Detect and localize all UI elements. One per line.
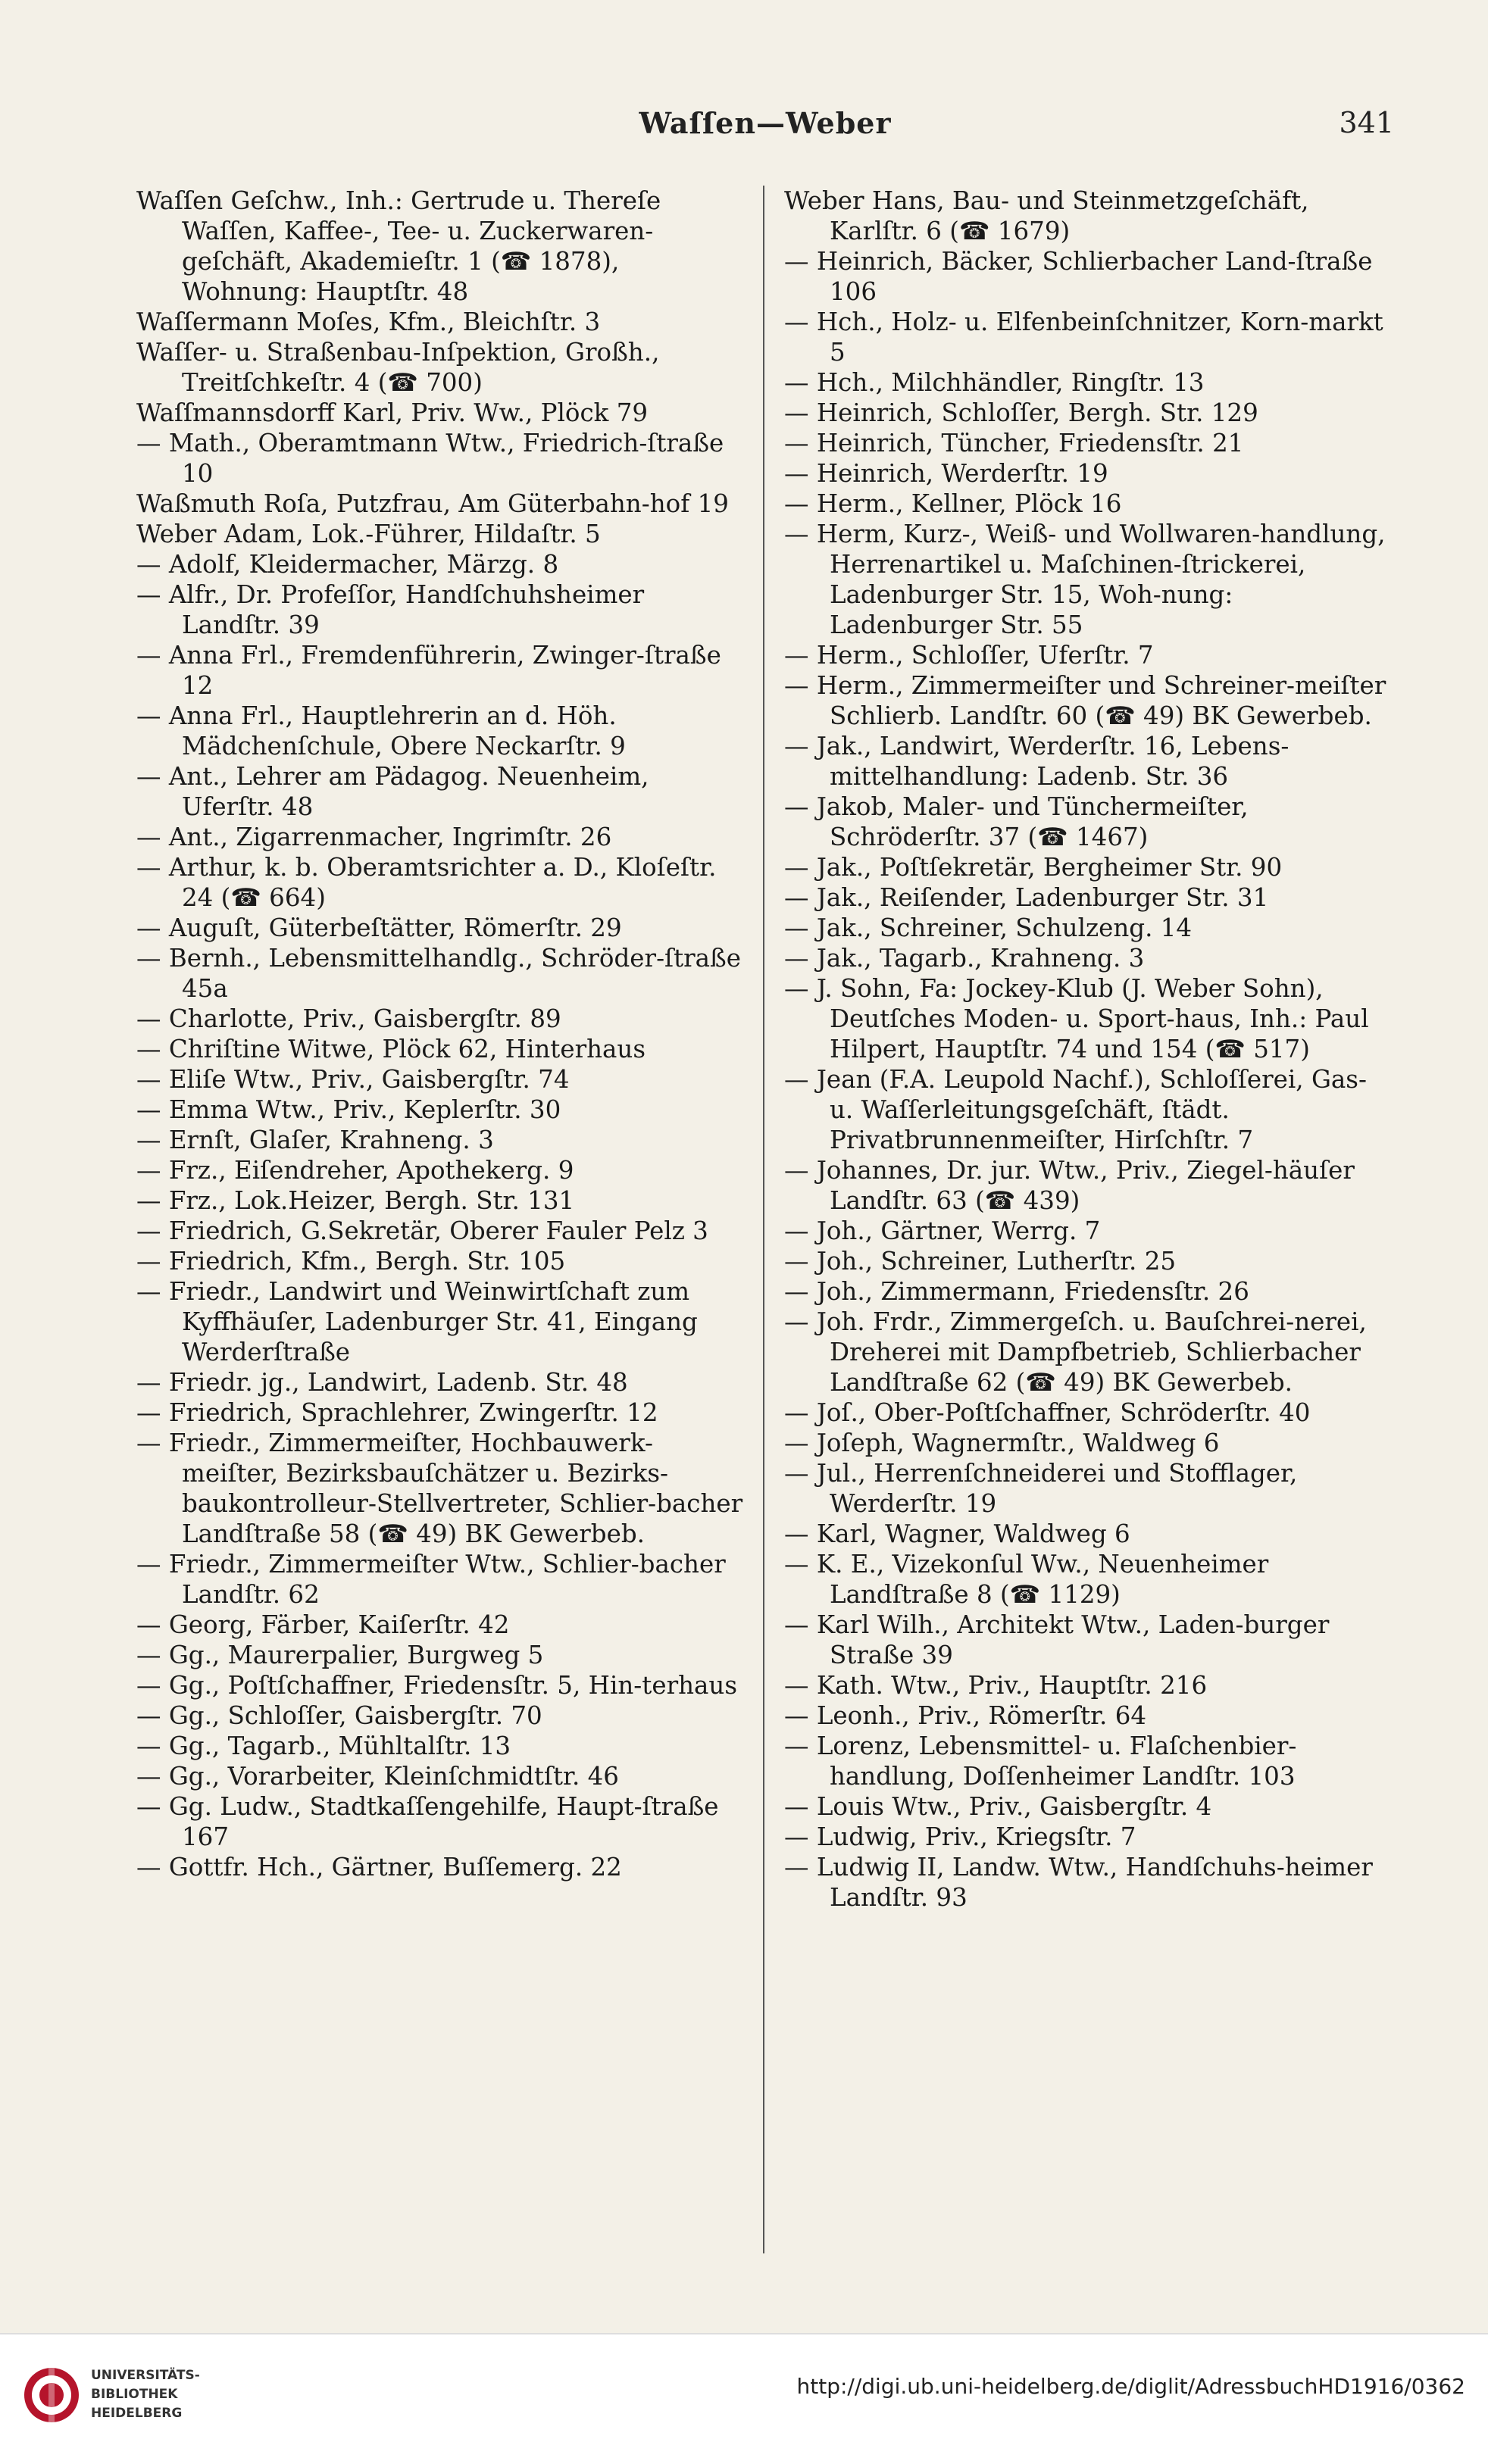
directory-entry: — Adolf, Kleidermacher, Märzg. 8 [136, 550, 559, 579]
directory-entry: — Ernſt, Glaſer, Krahneng. 3 [136, 1126, 494, 1154]
directory-entry: — Charlotte, Priv., Gaisbergſtr. 89 [136, 1004, 561, 1033]
directory-entry: — Jak., Landwirt, Werderſtr. 16, Lebens-mittelhandlung: Ladenb. Str. 36 [784, 732, 1289, 791]
directory-entry: — Jul., Herrenſchneiderei und Stofflager, Werderſtr. 19 [784, 1459, 1298, 1518]
directory-entry: — Anna Frl., Hauptlehrerin an d. Höh. Mädchenſchule, Obere Neckarſtr. 9 [136, 701, 626, 760]
library-name-line: HEIDELBERG [91, 2406, 183, 2421]
library-name-line: UNIVERSITÄTS- [91, 2368, 200, 2383]
directory-entry: — Friedr., Landwirt und Weinwirtſchaft zum Kyffhäuſer, Ladenburger Str. 41, Eingang Werderſtraße [136, 1277, 698, 1366]
directory-entry: — Ant., Lehrer am Pädagog. Neuenheim, Uferſtr. 48 [136, 762, 649, 821]
directory-entry: — Jakob, Maler- und Tünchermeiſter, Schröderſtr. 37 (☎ 1467) [784, 792, 1249, 851]
directory-entry: — Louis Wtw., Priv., Gaisbergſtr. 4 [784, 1792, 1212, 1821]
directory-columns [136, 186, 1394, 2261]
directory-entry: — Joh., Gärtner, Werrg. 7 [784, 1216, 1101, 1245]
directory-entry: — Friedr., Zimmermeiſter Wtw., Schlier-bacher Landſtr. 62 [136, 1550, 726, 1609]
directory-entry: Weber Hans, Bau- und Steinmetzgeſchäft, Karlſtr. 6 (☎ 1679) [784, 186, 1309, 245]
directory-entry: — Heinrich, Werderſtr. 19 [784, 459, 1108, 488]
directory-entry: — Herm., Kellner, Plöck 16 [784, 489, 1122, 518]
directory-entry: — Joh., Schreiner, Lutherſtr. 25 [784, 1247, 1177, 1276]
directory-entry: — Emma Wtw., Priv., Keplerſtr. 30 [136, 1095, 561, 1124]
library-footer [0, 2333, 1488, 2464]
directory-entry: — Ant., Zigarrenmacher, Ingrimſtr. 26 [136, 823, 612, 851]
directory-entry: — Friedr. jg., Landwirt, Ladenb. Str. 48 [136, 1368, 628, 1397]
directory-entry: — Gottfr. Hch., Gärtner, Buſſemerg. 22 [136, 1853, 622, 1882]
directory-entry: — Joh., Zimmermann, Friedensſtr. 26 [784, 1277, 1249, 1306]
directory-entry: — Gg., Maurerpalier, Burgweg 5 [136, 1641, 544, 1669]
directory-entry: — Auguſt, Güterbeſtätter, Römerſtr. 29 [136, 913, 622, 942]
right-column [784, 186, 1394, 1913]
directory-entry: — Herm., Schloſſer, Uferſtr. 7 [784, 641, 1154, 670]
directory-entry: — Karl, Wagner, Waldweg 6 [784, 1519, 1130, 1548]
directory-entry: — Kath. Wtw., Priv., Hauptſtr. 216 [784, 1671, 1208, 1700]
university-seal-icon [21, 2365, 82, 2425]
directory-entry: — Jak., Tagarb., Krahneng. 3 [784, 944, 1145, 973]
directory-entry: — K. E., Vizekonſul Ww., Neuenheimer Landſtraße 8 (☎ 1129) [784, 1550, 1269, 1609]
directory-entry: Weber Adam, Lok.-Führer, Hildaſtr. 5 [136, 520, 601, 548]
column-divider [763, 186, 764, 2253]
directory-entry: — Leonh., Priv., Römerſtr. 64 [784, 1701, 1147, 1730]
directory-entry: — Gg., Tagarb., Mühltalſtr. 13 [136, 1732, 511, 1760]
directory-entry: Waſſen Geſchw., Inh.: Gertrude u. Thereſe Waſſen, Kaffee-, Tee- u. Zuckerwaren-geſchäft, Akademieſtr. 1 (☎ 1878), Wohnung: Hauptſtr. 48 [136, 186, 661, 306]
directory-entry: — Ludwig, Priv., Kriegsſtr. 7 [784, 1822, 1136, 1851]
directory-entry: — Arthur, k. b. Oberamtsrichter a. D., Kloſeſtr. 24 (☎ 664) [136, 853, 717, 912]
directory-entry: — Jak., Poſtſekretär, Bergheimer Str. 90 [784, 853, 1283, 882]
library-name [91, 2366, 200, 2423]
left-column [136, 186, 746, 1882]
directory-entry: — Heinrich, Tüncher, Friedensſtr. 21 [784, 429, 1244, 458]
directory-entry: — Jak., Schreiner, Schulzeng. 14 [784, 913, 1193, 942]
directory-entry: — Heinrich, Bäcker, Schlierbacher Land-ſtraße 106 [784, 247, 1373, 306]
directory-entry: Waßmuth Roſa, Putzfrau, Am Güterbahn-hof 19 [136, 489, 729, 518]
directory-entry: — Georg, Färber, Kaiſerſtr. 42 [136, 1610, 510, 1639]
directory-entry: — Friedrich, Kfm., Bergh. Str. 105 [136, 1247, 566, 1276]
directory-entry: — Bernh., Lebensmittelhandlg., Schröder-ſtraße 45a [136, 944, 741, 1003]
directory-entry: — J. Sohn, Fa: Jockey-Klub (J. Weber Sohn), Deutſches Moden- u. Sport-haus, Inh.: Paul Hilpert, Hauptſtr. 74 und 154 (☎ 517) [784, 974, 1369, 1063]
directory-entry: — Hch., Milchhändler, Ringſtr. 13 [784, 368, 1205, 397]
directory-entry: — Friedrich, G.Sekretär, Oberer Fauler Pelz 3 [136, 1216, 708, 1245]
directory-entry: — Chriſtine Witwe, Plöck 62, Hinterhaus [136, 1035, 646, 1063]
directory-entry: — Jean (F.A. Leupold Nachf.), Schloſſerei, Gas- u. Waſſerleitungsgeſchäft, ſtädt. Privatbrunnenmeiſter, Hirſchſtr. 7 [784, 1065, 1367, 1154]
directory-entry: — Gg., Vorarbeiter, Kleinſchmidtſtr. 46 [136, 1762, 619, 1791]
directory-entry: Waſſer- u. Straßenbau-Inſpektion, Großh., Treitſchkeſtr. 4 (☎ 700) [136, 338, 660, 397]
directory-entry: — Ludwig II, Landw. Wtw., Handſchuhs-heimer Landſtr. 93 [784, 1853, 1373, 1912]
page-number: 341 [1339, 106, 1394, 139]
directory-entry: — Lorenz, Lebensmittel- u. Flaſchenbier-handlung, Doſſenheimer Landſtr. 103 [784, 1732, 1297, 1791]
directory-entry: Waſſermann Moſes, Kfm., Bleichſtr. 3 [136, 308, 601, 336]
directory-entry: — Gg., Schloſſer, Gaisbergſtr. 70 [136, 1701, 542, 1730]
directory-entry: — Herm., Zimmermeiſter und Schreiner-meiſter Schlierb. Landſtr. 60 (☎ 49) BK Gewerbeb. [784, 671, 1386, 730]
directory-entry: — Johannes, Dr. jur. Wtw., Priv., Ziegel-häuſer Landſtr. 63 (☎ 439) [784, 1156, 1355, 1215]
directory-entry: — Alfr., Dr. Profeſſor, Handſchuhsheimer Landſtr. 39 [136, 580, 645, 639]
source-url-link[interactable]: http://digi.ub.uni-heidelberg.de/diglit/AdressbuchHD1916/0362 [796, 2374, 1465, 2399]
running-title: Waſſen—Weber [639, 106, 892, 140]
directory-entry: — Hch., Holz- u. Elfenbeinſchnitzer, Korn-markt 5 [784, 308, 1383, 367]
directory-entry: — Heinrich, Schloſſer, Bergh. Str. 129 [784, 398, 1258, 427]
page-header [136, 106, 1394, 151]
directory-entry: — Gg. Ludw., Stadtkaſſengehilfe, Haupt-ſtraße 167 [136, 1792, 719, 1851]
directory-entry: — Gg., Poſtſchaffner, Friedensſtr. 5, Hin-terhaus [136, 1671, 738, 1700]
directory-entry: — Joſ., Ober-Poſtſchaffner, Schröderſtr. 40 [784, 1398, 1311, 1427]
directory-entry: — Frz., Eiſendreher, Apothekerg. 9 [136, 1156, 574, 1185]
directory-entry: — Friedrich, Sprachlehrer, Zwingerſtr. 12 [136, 1398, 658, 1427]
directory-entry: — Eliſe Wtw., Priv., Gaisbergſtr. 74 [136, 1065, 570, 1094]
directory-entry: — Joſeph, Wagnermſtr., Waldweg 6 [784, 1429, 1220, 1457]
directory-entry: — Anna Frl., Fremdenführerin, Zwinger-ſtraße 12 [136, 641, 721, 700]
directory-entry: — Karl Wilh., Architekt Wtw., Laden-burger Straße 39 [784, 1610, 1330, 1669]
directory-entry: — Jak., Reiſender, Ladenburger Str. 31 [784, 883, 1269, 912]
directory-entry: — Herm, Kurz-, Weiß- und Wollwaren-handlung, Herrenartikel u. Maſchinen-ſtrickerei, Ladenburger Str. 15, Woh-nung: Ladenburger Str. 55 [784, 520, 1386, 639]
directory-entry: — Joh. Frdr., Zimmergeſch. u. Bauſchrei-nerei, Dreherei mit Dampfbetrieb, Schlierbacher Landſtraße 62 (☎ 49) BK Gewerbeb. [784, 1307, 1367, 1397]
directory-entry: — Frz., Lok.Heizer, Bergh. Str. 131 [136, 1186, 575, 1215]
directory-entry: Waſſmannsdorff Karl, Priv. Ww., Plöck 79 [136, 398, 649, 427]
directory-entry: — Math., Oberamtmann Wtw., Friedrich-ſtraße 10 [136, 429, 724, 488]
library-name-line: BIBLIOTHEK [91, 2387, 178, 2402]
directory-entry: — Friedr., Zimmermeiſter, Hochbauwerk-meiſter, Bezirksbauſchätzer u. Bezirks-baukontrolleur-Stellvertreter, Schlier-bacher Landſtraße 58 (☎ 49) BK Gewerbeb. [136, 1429, 743, 1548]
